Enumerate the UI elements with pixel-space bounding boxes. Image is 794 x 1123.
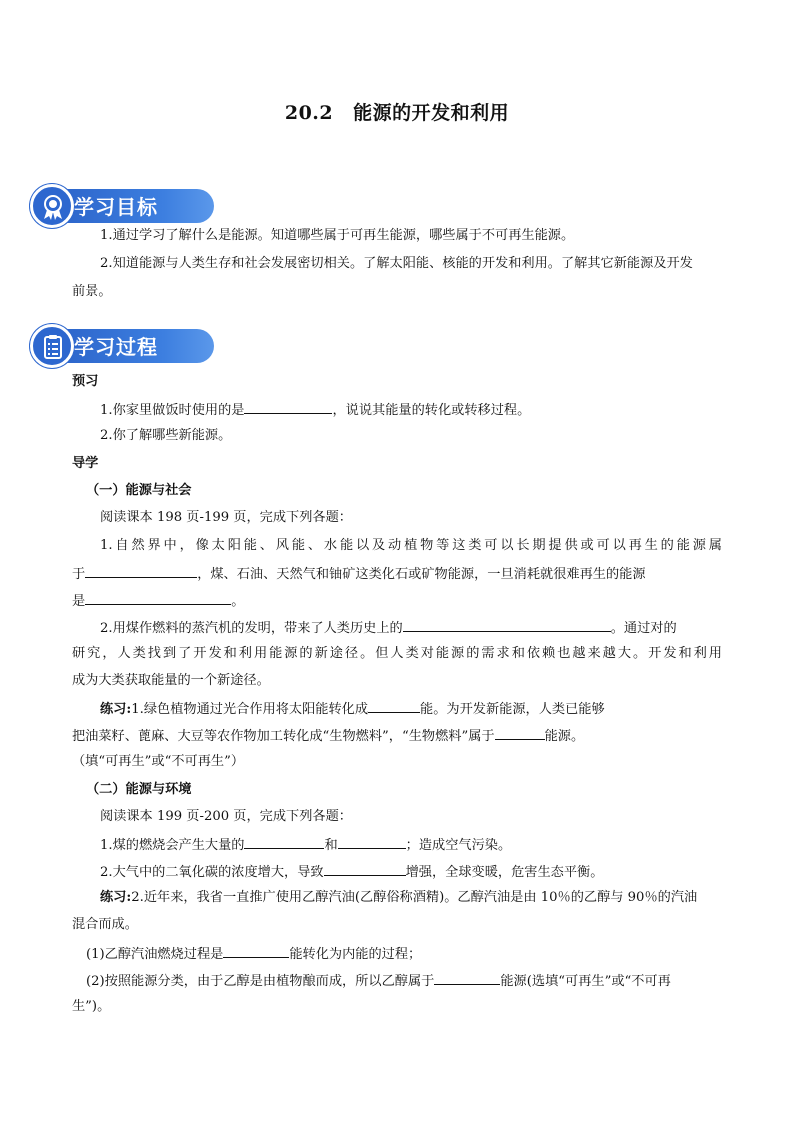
- part1-heading: （一）能源与社会: [86, 483, 192, 498]
- part2-exercise-line1: 练习:2.近年来，我省一直推广使用乙醇汽油(乙醇俗称酒精)。乙醇汽油是由 10％的乙醇与 90％的汽油: [100, 890, 698, 905]
- part1-reading: 阅读课本 198 页-199 页，完成下列各题：: [100, 510, 352, 525]
- part2-exercise-line2: 混合而成。: [72, 917, 138, 932]
- title-text: 能源的开发和利用: [353, 102, 510, 124]
- part1-exercise-line3: （填“可再生”或“不可再生”）: [72, 754, 245, 769]
- part2-q1: 1.煤的燃烧会产生大量的 和 ；造成空气污染。: [72, 834, 722, 856]
- page-title: [0, 98, 794, 125]
- clipboard-icon: [30, 324, 74, 368]
- answer-blank[interactable]: [434, 970, 500, 985]
- part2-heading: （二）能源与环境: [86, 782, 192, 797]
- part2-q2: 2.大气中的二氧化碳的浓度增大，导致 增强，全球变暖，危害生态平衡。: [72, 861, 722, 883]
- preview-q1: 1.你家里做饭时使用的是 ，说说其能量的转化或转移过程。: [72, 399, 722, 421]
- part1-exercise-line1: 练习:1.绿色植物通过光合作用将太阳能转化成 能。为开发新能源，人类已能够: [72, 698, 722, 720]
- preview-q2: 2.你了解哪些新能源。: [100, 428, 232, 443]
- answer-blank[interactable]: [338, 834, 406, 849]
- answer-blank[interactable]: [244, 399, 332, 414]
- award-icon: [30, 184, 74, 228]
- goal-item-2-cont: 前景。: [72, 284, 112, 299]
- preview-heading: 预习: [72, 374, 99, 389]
- part1-q1-line2: 于 ，煤、石油、天然气和铀矿这类化石或矿物能源，一旦消耗就很难再生的能源: [72, 563, 722, 585]
- guide-heading: 导学: [72, 456, 99, 471]
- part2-sub2: (2)按照能源分类，由于乙醇是由植物酿而成，所以乙醇属于 能源(选填“可再生”或“不可再: [72, 970, 722, 992]
- goal-item-2: 2.知道能源与人类生存和社会发展密切相关。了解太阳能、核能的开发和利用。了解其它新能源及开发: [100, 256, 693, 271]
- part2-reading: 阅读课本 199 页-200 页，完成下列各题：: [100, 809, 352, 824]
- answer-blank[interactable]: [324, 861, 406, 876]
- part1-q2-line1: 2.用煤作燃料的蒸汽机的发明，带来了人类历史上的 。通过对的: [72, 617, 722, 639]
- learning-goals-banner: [30, 184, 190, 228]
- answer-blank[interactable]: [85, 563, 197, 578]
- part1-q1-line1: 1.自然界中，像太阳能、风能、水能以及动植物等这类可以长期提供或可以再生的能源属: [100, 538, 722, 553]
- answer-blank[interactable]: [223, 943, 289, 958]
- goal-item-1: 1.通过学习了解什么是能源。知道哪些属于可再生能源，哪些属于不可再生能源。: [100, 228, 575, 243]
- answer-blank[interactable]: [368, 698, 420, 713]
- answer-blank[interactable]: [403, 617, 611, 632]
- answer-blank[interactable]: [495, 725, 545, 740]
- part1-exercise-line2: 把油菜籽、蓖麻、大豆等农作物加工转化成“生物燃料”，“生物燃料”属于 能源。: [72, 725, 722, 747]
- section-number: 20.2: [284, 102, 334, 124]
- part1-q2-line2: 研究，人类找到了开发和利用能源的新途径。但人类对能源的需求和依赖也越来越大。开发和利用: [72, 646, 722, 661]
- part1-q2-line3: 成为大类获取能量的一个新途径。: [72, 673, 270, 688]
- part2-sub1: (1)乙醇汽油燃烧过程是 能转化为内能的过程；: [72, 943, 722, 965]
- banner-label: 学习过程: [74, 335, 158, 359]
- banner-label: 学习目标: [74, 195, 158, 219]
- part2-sub2-cont: 生”)。: [72, 999, 111, 1014]
- learning-process-banner: [30, 324, 190, 368]
- answer-blank[interactable]: [244, 834, 324, 849]
- answer-blank[interactable]: [85, 590, 231, 605]
- part1-q1-line3: 是 。: [72, 590, 722, 612]
